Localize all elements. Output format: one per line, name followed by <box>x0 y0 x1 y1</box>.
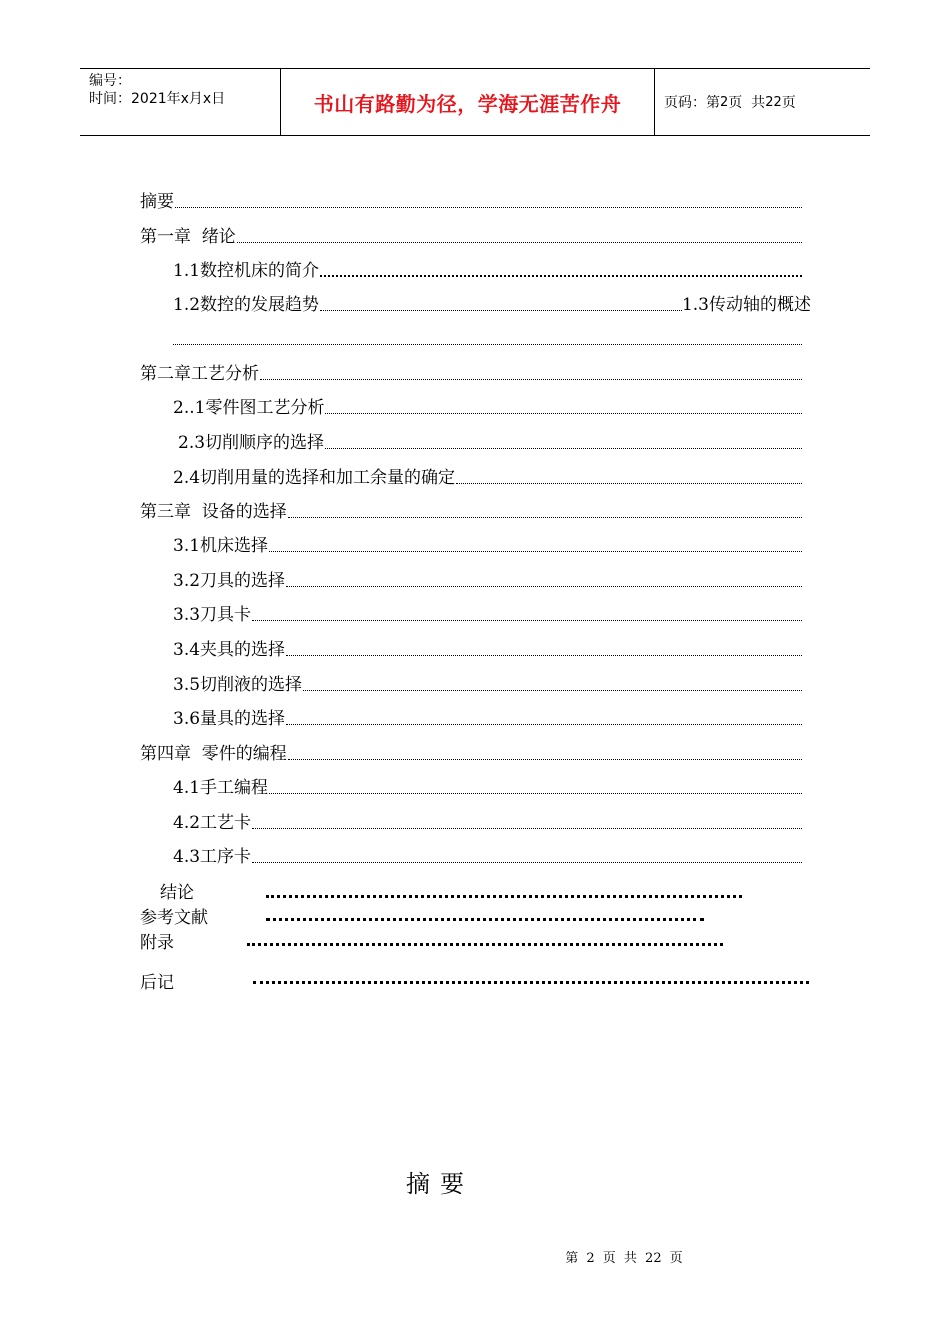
toc-label: 2..1零件图工艺分析 <box>173 398 325 418</box>
toc-label: 4.3工序卡 <box>173 847 252 867</box>
toc-entry-abstract[interactable] <box>140 190 802 214</box>
toc-leader <box>320 309 682 311</box>
toc-leader <box>286 723 802 725</box>
toc-leader-postscript <box>253 979 809 984</box>
toc-entry-chapter-2[interactable] <box>140 362 802 386</box>
toc-label: 摘要 <box>140 192 174 212</box>
toc-leader <box>286 654 802 656</box>
toc-label: 1.1数控机床的简介 <box>173 261 320 281</box>
code-label: 编号： <box>89 73 131 89</box>
toc-label: 3.5切削液的选择 <box>173 675 303 695</box>
toc-entry-conclusion[interactable]: 结论 <box>160 883 194 903</box>
toc-entry-4-1[interactable] <box>173 776 802 800</box>
toc-leader <box>269 792 802 794</box>
toc-leader <box>260 378 802 380</box>
toc-leader <box>252 619 802 621</box>
toc-label: 第三章 设备的选择 <box>140 502 287 522</box>
toc-leader <box>325 412 802 414</box>
header-motto: 书山有路勤为径，学海无涯苦作舟 <box>281 69 655 135</box>
toc-leader <box>175 206 802 208</box>
toc-entry-3-2[interactable] <box>173 569 802 593</box>
toc-entry-3-5[interactable] <box>173 673 802 697</box>
page-prefix: 页码：第 <box>664 95 720 111</box>
toc-leader <box>252 861 802 863</box>
toc-entry-4-3[interactable] <box>173 845 802 869</box>
header-info-cell <box>80 69 281 135</box>
toc-label: 3.4夹具的选择 <box>173 640 286 660</box>
toc-entry-appendix[interactable]: 附录 <box>140 933 174 953</box>
toc-entry-1-1[interactable] <box>173 259 802 283</box>
toc-leader <box>269 550 802 552</box>
toc-entry-postscript[interactable]: 后记 <box>140 973 174 993</box>
page-suffix: 页 <box>781 95 796 111</box>
toc-entry-chapter-4[interactable] <box>140 742 802 766</box>
page-total: 22 <box>765 94 782 110</box>
page-footer: 第 2 页 共 22 页 <box>565 1251 683 1266</box>
time-label: 时间：2021年x月x日 <box>89 91 226 107</box>
toc-label: 3.3刀具卡 <box>173 605 252 625</box>
toc-entry-3-4[interactable] <box>173 638 802 662</box>
toc-leader <box>320 274 802 277</box>
toc-leader-references <box>266 916 704 921</box>
toc-leader <box>252 827 802 829</box>
toc-entry-1-2[interactable] <box>173 293 811 317</box>
toc-leader <box>286 585 802 587</box>
header-page-info <box>655 69 870 135</box>
toc-leader <box>303 689 802 691</box>
toc-leader <box>288 516 802 518</box>
toc-leader <box>237 241 802 243</box>
document-header <box>80 68 870 136</box>
toc-label: 3.6量具的选择 <box>173 709 286 729</box>
toc-entry-3-3[interactable] <box>173 603 802 627</box>
toc-entry-chapter-3[interactable] <box>140 500 802 524</box>
abstract-heading: 摘要 <box>406 1170 474 1198</box>
toc-entry-1-3-label[interactable]: 1.3传动轴的概述 <box>681 295 811 315</box>
toc-leader <box>288 758 802 760</box>
toc-leader <box>325 447 802 449</box>
toc-entry-2-1[interactable] <box>173 396 802 420</box>
toc-entry-2-3[interactable] <box>178 431 802 455</box>
page-mid: 页 共 <box>728 95 766 111</box>
toc-entry-1-3-leader <box>173 327 802 351</box>
toc-label: 3.2刀具的选择 <box>173 571 286 591</box>
toc-leader-conclusion <box>266 893 742 898</box>
toc-entry-2-4[interactable] <box>173 466 802 490</box>
toc-leader <box>456 482 802 484</box>
toc-entry-4-2[interactable] <box>173 811 802 835</box>
toc-entry-3-1[interactable] <box>173 534 802 558</box>
toc-entry-3-6[interactable] <box>173 707 802 731</box>
toc-entry-chapter-1[interactable] <box>140 225 802 249</box>
toc-label: 2.3切削顺序的选择 <box>178 433 325 453</box>
toc-label: 第二章工艺分析 <box>140 364 259 384</box>
toc-label: 3.1机床选择 <box>173 536 269 556</box>
toc-label: 1.2数控的发展趋势 <box>173 295 320 315</box>
toc-label: 4.2工艺卡 <box>173 813 252 833</box>
toc-label: 第四章 零件的编程 <box>140 744 287 764</box>
toc-label: 2.4切削用量的选择和加工余量的确定 <box>173 468 456 488</box>
toc-entry-references[interactable]: 参考文献 <box>140 908 208 928</box>
toc-label: 4.1手工编程 <box>173 778 269 798</box>
toc-leader-appendix <box>247 941 723 946</box>
toc-leader <box>173 343 802 345</box>
toc-label: 第一章 绪论 <box>140 227 236 247</box>
page-current: 2 <box>720 94 729 110</box>
